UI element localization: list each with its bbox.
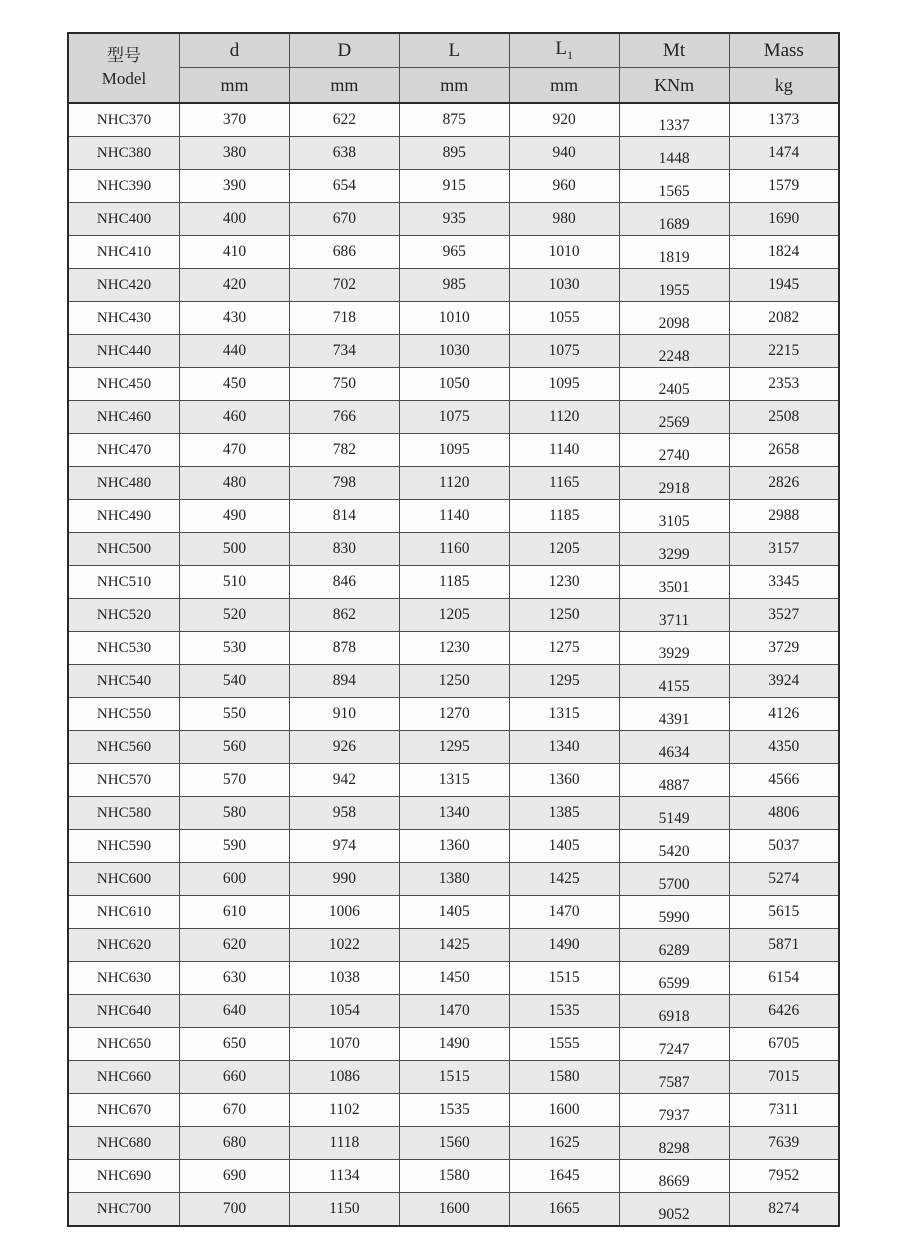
header-label-row <box>68 33 839 68</box>
cell-Mt: 8669 <box>619 1160 729 1193</box>
cell-d: 640 <box>180 995 290 1028</box>
cell-d: 380 <box>180 137 290 170</box>
cell-Mt: 4887 <box>619 764 729 797</box>
table-row <box>68 995 839 1028</box>
cell-Mt: 1448 <box>619 137 729 170</box>
cell-D: 942 <box>289 764 399 797</box>
cell-Mass: 3345 <box>729 566 839 599</box>
cell-Mt: 3299 <box>619 533 729 566</box>
cell-D: 1102 <box>289 1094 399 1127</box>
cell-model: NHC700 <box>68 1193 180 1227</box>
cell-Mt: 5420 <box>619 830 729 863</box>
cell-Mass: 1690 <box>729 203 839 236</box>
cell-D: 862 <box>289 599 399 632</box>
table-row <box>68 236 839 269</box>
cell-L: 1120 <box>399 467 509 500</box>
cell-D: 622 <box>289 103 399 137</box>
cell-Mt: 3929 <box>619 632 729 665</box>
cell-d: 440 <box>180 335 290 368</box>
cell-L: 965 <box>399 236 509 269</box>
cell-D: 1118 <box>289 1127 399 1160</box>
cell-L1: 1185 <box>509 500 619 533</box>
cell-Mass: 3729 <box>729 632 839 665</box>
cell-D: 702 <box>289 269 399 302</box>
cell-D: 734 <box>289 335 399 368</box>
cell-Mass: 5615 <box>729 896 839 929</box>
cell-L1: 1385 <box>509 797 619 830</box>
cell-L: 1160 <box>399 533 509 566</box>
cell-D: 974 <box>289 830 399 863</box>
cell-Mass: 5871 <box>729 929 839 962</box>
cell-L: 875 <box>399 103 509 137</box>
cell-Mt: 4391 <box>619 698 729 731</box>
cell-model: NHC390 <box>68 170 180 203</box>
cell-d: 390 <box>180 170 290 203</box>
cell-Mt: 2740 <box>619 434 729 467</box>
cell-d: 510 <box>180 566 290 599</box>
cell-L1: 960 <box>509 170 619 203</box>
cell-d: 630 <box>180 962 290 995</box>
cell-Mt: 8298 <box>619 1127 729 1160</box>
cell-Mt: 7247 <box>619 1028 729 1061</box>
cell-L: 1560 <box>399 1127 509 1160</box>
cell-L1: 1515 <box>509 962 619 995</box>
cell-d: 370 <box>180 103 290 137</box>
cell-model: NHC560 <box>68 731 180 764</box>
cell-Mass: 5274 <box>729 863 839 896</box>
cell-L: 1270 <box>399 698 509 731</box>
cell-Mass: 5037 <box>729 830 839 863</box>
table-body <box>68 103 839 1226</box>
cell-model: NHC440 <box>68 335 180 368</box>
cell-D: 1054 <box>289 995 399 1028</box>
cell-d: 610 <box>180 896 290 929</box>
table-row <box>68 368 839 401</box>
cell-d: 680 <box>180 1127 290 1160</box>
model-header-en: Model <box>101 69 147 88</box>
cell-model: NHC630 <box>68 962 180 995</box>
cell-D: 798 <box>289 467 399 500</box>
cell-model: NHC370 <box>68 103 180 137</box>
column-header-model <box>68 33 180 103</box>
table-row <box>68 830 839 863</box>
table-row <box>68 203 839 236</box>
cell-Mass: 4126 <box>729 698 839 731</box>
cell-Mass: 2215 <box>729 335 839 368</box>
column-header-Mass: Mass <box>729 33 839 68</box>
spec-table-container <box>67 32 840 1227</box>
cell-L1: 1425 <box>509 863 619 896</box>
cell-L: 1515 <box>399 1061 509 1094</box>
cell-Mass: 2353 <box>729 368 839 401</box>
cell-Mass: 6426 <box>729 995 839 1028</box>
cell-L1: 1645 <box>509 1160 619 1193</box>
cell-Mt: 1955 <box>619 269 729 302</box>
cell-L: 1380 <box>399 863 509 896</box>
cell-d: 690 <box>180 1160 290 1193</box>
cell-d: 470 <box>180 434 290 467</box>
cell-L1: 980 <box>509 203 619 236</box>
cell-L1: 1340 <box>509 731 619 764</box>
cell-L1: 1030 <box>509 269 619 302</box>
cell-L1: 1205 <box>509 533 619 566</box>
cell-D: 1022 <box>289 929 399 962</box>
column-unit-d: mm <box>180 68 290 104</box>
table-row <box>68 698 839 731</box>
cell-Mt: 6289 <box>619 929 729 962</box>
cell-Mass: 7639 <box>729 1127 839 1160</box>
cell-model: NHC380 <box>68 137 180 170</box>
cell-model: NHC450 <box>68 368 180 401</box>
cell-Mass: 2508 <box>729 401 839 434</box>
cell-L: 1050 <box>399 368 509 401</box>
cell-L: 1030 <box>399 335 509 368</box>
table-row <box>68 665 839 698</box>
cell-D: 894 <box>289 665 399 698</box>
column-unit-D: mm <box>289 68 399 104</box>
column-unit-L: mm <box>399 68 509 104</box>
cell-Mass: 4566 <box>729 764 839 797</box>
cell-Mass: 3157 <box>729 533 839 566</box>
cell-L: 1095 <box>399 434 509 467</box>
cell-Mass: 4350 <box>729 731 839 764</box>
cell-D: 750 <box>289 368 399 401</box>
cell-L1: 1120 <box>509 401 619 434</box>
cell-d: 490 <box>180 500 290 533</box>
cell-Mass: 4806 <box>729 797 839 830</box>
cell-L1: 1315 <box>509 698 619 731</box>
cell-d: 550 <box>180 698 290 731</box>
cell-Mt: 2918 <box>619 467 729 500</box>
cell-L: 1340 <box>399 797 509 830</box>
column-unit-Mass: kg <box>729 68 839 104</box>
cell-model: NHC480 <box>68 467 180 500</box>
cell-L: 1230 <box>399 632 509 665</box>
column-header-L: L <box>399 33 509 68</box>
table-row <box>68 632 839 665</box>
cell-L: 1205 <box>399 599 509 632</box>
cell-L1: 1010 <box>509 236 619 269</box>
cell-L1: 1405 <box>509 830 619 863</box>
cell-L1: 1470 <box>509 896 619 929</box>
cell-D: 782 <box>289 434 399 467</box>
cell-Mt: 2405 <box>619 368 729 401</box>
cell-Mt: 7937 <box>619 1094 729 1127</box>
cell-D: 1150 <box>289 1193 399 1227</box>
cell-d: 430 <box>180 302 290 335</box>
cell-D: 638 <box>289 137 399 170</box>
cell-D: 1070 <box>289 1028 399 1061</box>
table-row <box>68 599 839 632</box>
cell-L: 1185 <box>399 566 509 599</box>
cell-model: NHC690 <box>68 1160 180 1193</box>
cell-model: NHC620 <box>68 929 180 962</box>
cell-D: 990 <box>289 863 399 896</box>
table-row <box>68 500 839 533</box>
cell-Mass: 7311 <box>729 1094 839 1127</box>
cell-Mt: 2248 <box>619 335 729 368</box>
cell-d: 590 <box>180 830 290 863</box>
cell-Mt: 1819 <box>619 236 729 269</box>
cell-d: 600 <box>180 863 290 896</box>
cell-model: NHC670 <box>68 1094 180 1127</box>
table-row <box>68 434 839 467</box>
cell-d: 420 <box>180 269 290 302</box>
table-row <box>68 401 839 434</box>
cell-D: 1038 <box>289 962 399 995</box>
cell-Mass: 6705 <box>729 1028 839 1061</box>
table-row <box>68 566 839 599</box>
table-row <box>68 1028 839 1061</box>
table-row <box>68 731 839 764</box>
cell-Mass: 7952 <box>729 1160 839 1193</box>
cell-L1: 1230 <box>509 566 619 599</box>
cell-d: 700 <box>180 1193 290 1227</box>
table-row <box>68 1061 839 1094</box>
cell-L: 915 <box>399 170 509 203</box>
cell-d: 410 <box>180 236 290 269</box>
cell-Mass: 7015 <box>729 1061 839 1094</box>
cell-d: 540 <box>180 665 290 698</box>
cell-Mt: 7587 <box>619 1061 729 1094</box>
cell-d: 620 <box>180 929 290 962</box>
cell-D: 670 <box>289 203 399 236</box>
cell-model: NHC500 <box>68 533 180 566</box>
cell-model: NHC600 <box>68 863 180 896</box>
cell-Mass: 1579 <box>729 170 839 203</box>
cell-L1: 1625 <box>509 1127 619 1160</box>
table-row <box>68 137 839 170</box>
table-row <box>68 1127 839 1160</box>
cell-D: 814 <box>289 500 399 533</box>
cell-Mt: 6599 <box>619 962 729 995</box>
column-header-L1: $L_1$ <box>509 33 619 68</box>
cell-Mass: 2826 <box>729 467 839 500</box>
cell-d: 560 <box>180 731 290 764</box>
cell-D: 878 <box>289 632 399 665</box>
cell-L: 1450 <box>399 962 509 995</box>
cell-L: 1535 <box>399 1094 509 1127</box>
cell-model: NHC510 <box>68 566 180 599</box>
cell-L1: 1095 <box>509 368 619 401</box>
cell-d: 500 <box>180 533 290 566</box>
cell-Mt: 4634 <box>619 731 729 764</box>
cell-model: NHC410 <box>68 236 180 269</box>
cell-Mt: 3105 <box>619 500 729 533</box>
table-row <box>68 929 839 962</box>
cell-Mass: 1373 <box>729 103 839 137</box>
cell-model: NHC580 <box>68 797 180 830</box>
cell-d: 570 <box>180 764 290 797</box>
cell-D: 654 <box>289 170 399 203</box>
cell-model: NHC490 <box>68 500 180 533</box>
cell-d: 650 <box>180 1028 290 1061</box>
cell-L: 1140 <box>399 500 509 533</box>
cell-L1: 1490 <box>509 929 619 962</box>
table-row <box>68 302 839 335</box>
cell-model: NHC400 <box>68 203 180 236</box>
column-header-Mt: Mt <box>619 33 729 68</box>
cell-Mass: 3527 <box>729 599 839 632</box>
cell-d: 520 <box>180 599 290 632</box>
cell-Mt: 5990 <box>619 896 729 929</box>
cell-Mass: 1474 <box>729 137 839 170</box>
cell-L: 895 <box>399 137 509 170</box>
table-row <box>68 1193 839 1227</box>
cell-Mass: 6154 <box>729 962 839 995</box>
cell-L1: 1535 <box>509 995 619 1028</box>
cell-L: 1490 <box>399 1028 509 1061</box>
cell-Mass: 2082 <box>729 302 839 335</box>
cell-Mt: 6918 <box>619 995 729 1028</box>
cell-L: 1600 <box>399 1193 509 1227</box>
cell-L: 1360 <box>399 830 509 863</box>
cell-L: 935 <box>399 203 509 236</box>
cell-L: 1010 <box>399 302 509 335</box>
cell-L: 1075 <box>399 401 509 434</box>
cell-D: 766 <box>289 401 399 434</box>
cell-Mt: 1337 <box>619 103 729 137</box>
cell-L1: 1360 <box>509 764 619 797</box>
cell-model: NHC520 <box>68 599 180 632</box>
table-row <box>68 103 839 137</box>
cell-model: NHC470 <box>68 434 180 467</box>
cell-model: NHC460 <box>68 401 180 434</box>
cell-model: NHC550 <box>68 698 180 731</box>
table-row <box>68 863 839 896</box>
table-header <box>68 33 839 103</box>
cell-Mt: 2569 <box>619 401 729 434</box>
cell-D: 846 <box>289 566 399 599</box>
cell-D: 1006 <box>289 896 399 929</box>
cell-Mass: 1945 <box>729 269 839 302</box>
cell-model: NHC610 <box>68 896 180 929</box>
cell-Mt: 5700 <box>619 863 729 896</box>
cell-D: 926 <box>289 731 399 764</box>
cell-d: 660 <box>180 1061 290 1094</box>
table-row <box>68 1160 839 1193</box>
cell-Mass: 3924 <box>729 665 839 698</box>
cell-model: NHC540 <box>68 665 180 698</box>
cell-D: 1134 <box>289 1160 399 1193</box>
cell-model: NHC680 <box>68 1127 180 1160</box>
cell-model: NHC570 <box>68 764 180 797</box>
cell-D: 718 <box>289 302 399 335</box>
model-header-cn: 型号 <box>107 46 141 66</box>
cell-L1: 1580 <box>509 1061 619 1094</box>
cell-L1: 920 <box>509 103 619 137</box>
cell-Mt: 9052 <box>619 1193 729 1227</box>
cell-d: 480 <box>180 467 290 500</box>
cell-model: NHC530 <box>68 632 180 665</box>
cell-model: NHC650 <box>68 1028 180 1061</box>
cell-Mt: 2098 <box>619 302 729 335</box>
cell-Mt: 4155 <box>619 665 729 698</box>
cell-d: 460 <box>180 401 290 434</box>
cell-d: 450 <box>180 368 290 401</box>
cell-D: 1086 <box>289 1061 399 1094</box>
cell-L: 1405 <box>399 896 509 929</box>
table-row <box>68 896 839 929</box>
table-row <box>68 335 839 368</box>
cell-L1: 1075 <box>509 335 619 368</box>
cell-Mt: 3711 <box>619 599 729 632</box>
header-unit-row <box>68 68 839 104</box>
cell-Mt: 5149 <box>619 797 729 830</box>
cell-model: NHC640 <box>68 995 180 1028</box>
table-row <box>68 1094 839 1127</box>
table-row <box>68 533 839 566</box>
table-row <box>68 764 839 797</box>
cell-L1: 1250 <box>509 599 619 632</box>
model-spec-table <box>67 32 840 1227</box>
cell-d: 400 <box>180 203 290 236</box>
table-row <box>68 467 839 500</box>
cell-L1: 1665 <box>509 1193 619 1227</box>
cell-L: 985 <box>399 269 509 302</box>
cell-L1: 1555 <box>509 1028 619 1061</box>
cell-L: 1295 <box>399 731 509 764</box>
cell-L1: 1165 <box>509 467 619 500</box>
column-header-d: d <box>180 33 290 68</box>
cell-model: NHC590 <box>68 830 180 863</box>
cell-L: 1580 <box>399 1160 509 1193</box>
cell-Mt: 1689 <box>619 203 729 236</box>
cell-D: 830 <box>289 533 399 566</box>
cell-Mass: 1824 <box>729 236 839 269</box>
cell-L1: 1275 <box>509 632 619 665</box>
cell-L1: 1140 <box>509 434 619 467</box>
cell-model: NHC430 <box>68 302 180 335</box>
cell-L1: 1055 <box>509 302 619 335</box>
cell-L: 1470 <box>399 995 509 1028</box>
table-row <box>68 170 839 203</box>
cell-L: 1250 <box>399 665 509 698</box>
cell-L1: 940 <box>509 137 619 170</box>
cell-d: 670 <box>180 1094 290 1127</box>
table-row <box>68 962 839 995</box>
cell-D: 686 <box>289 236 399 269</box>
cell-D: 958 <box>289 797 399 830</box>
cell-Mt: 1565 <box>619 170 729 203</box>
cell-Mt: 3501 <box>619 566 729 599</box>
cell-model: NHC660 <box>68 1061 180 1094</box>
cell-L: 1315 <box>399 764 509 797</box>
cell-L1: 1600 <box>509 1094 619 1127</box>
table-row <box>68 269 839 302</box>
cell-L: 1425 <box>399 929 509 962</box>
cell-d: 580 <box>180 797 290 830</box>
cell-L1: 1295 <box>509 665 619 698</box>
cell-model: NHC420 <box>68 269 180 302</box>
column-unit-L1: mm <box>509 68 619 104</box>
cell-Mass: 2658 <box>729 434 839 467</box>
cell-Mass: 2988 <box>729 500 839 533</box>
column-header-D: D <box>289 33 399 68</box>
cell-d: 530 <box>180 632 290 665</box>
table-row <box>68 797 839 830</box>
cell-D: 910 <box>289 698 399 731</box>
column-unit-Mt: KNm <box>619 68 729 104</box>
cell-Mass: 8274 <box>729 1193 839 1227</box>
